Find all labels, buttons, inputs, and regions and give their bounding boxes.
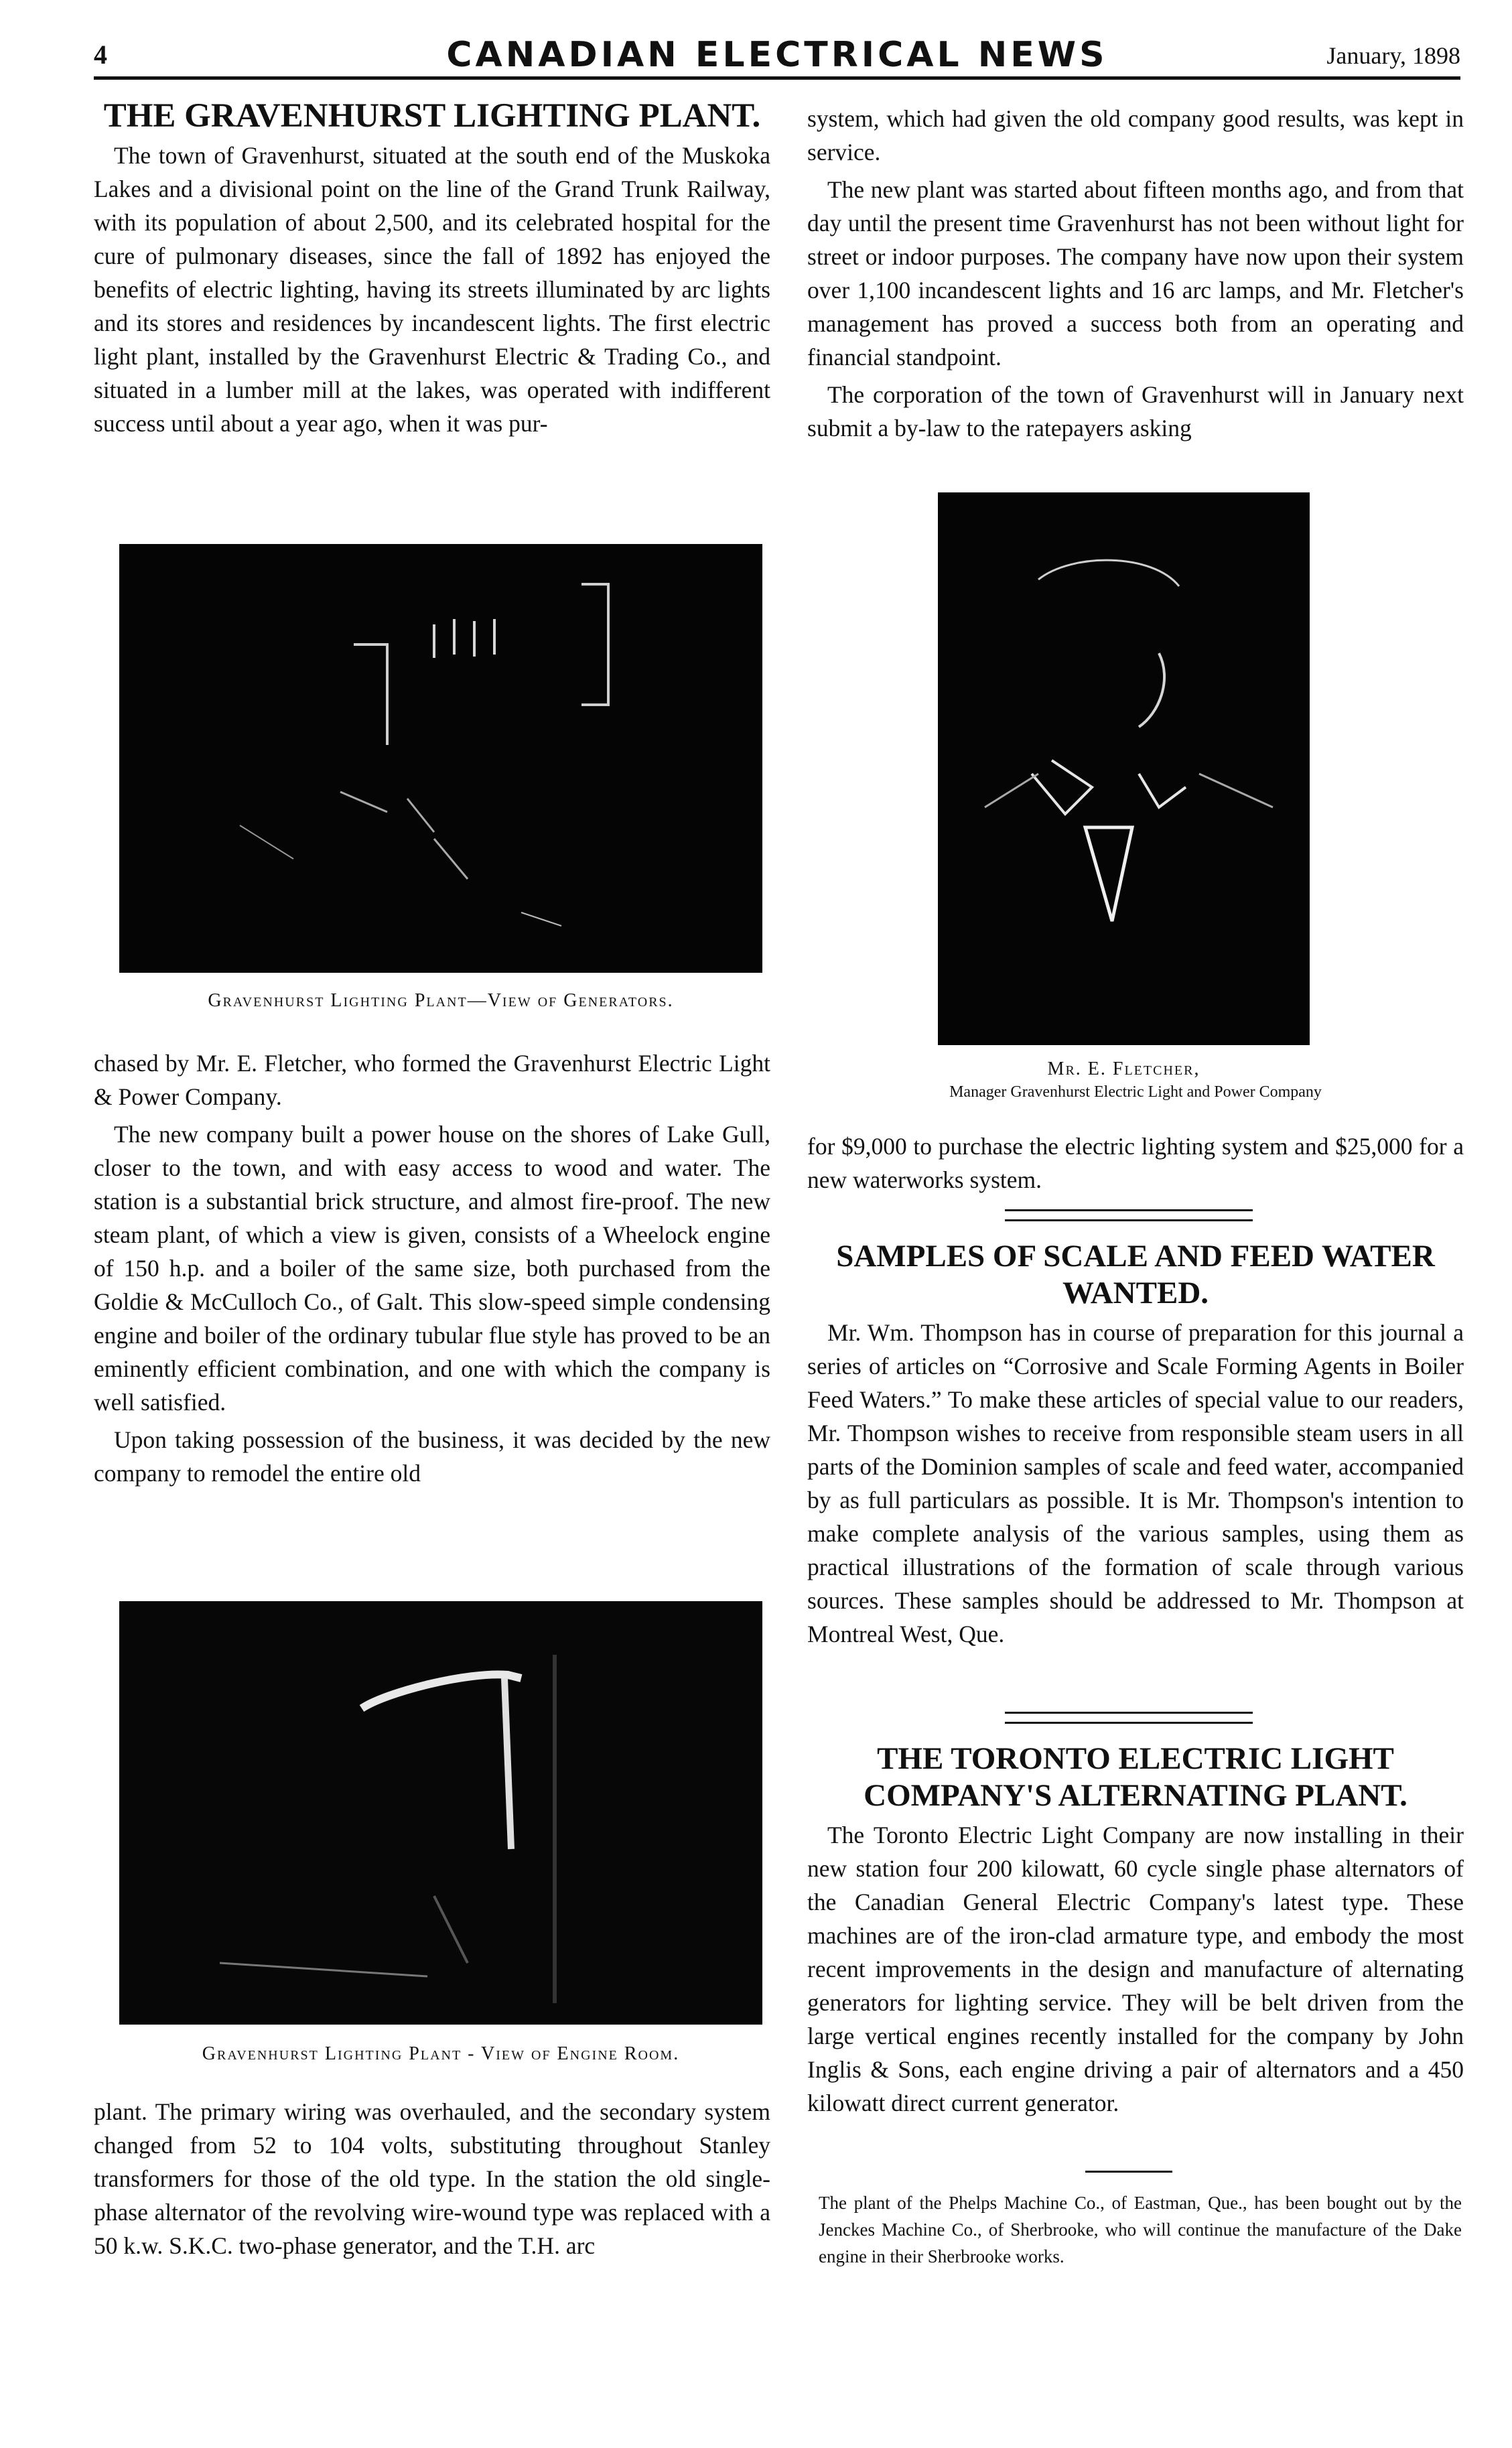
left-column-top (94, 98, 770, 444)
issue-date: January, 1898 (1326, 42, 1460, 69)
paragraph: chased by Mr. E. Fletcher, who formed the Gravenhurst Electric Light & Power Company. (94, 1050, 770, 1110)
article-heading-samples: SAMPLES OF SCALE AND FEED WATER WANTED. (836, 1239, 1435, 1310)
right-column-top (807, 102, 1464, 449)
article-toronto (807, 1741, 1464, 2124)
news-note-phelps (819, 2189, 1462, 2270)
engine-room-illustration (119, 1601, 762, 2025)
fletcher-portrait-illustration (938, 492, 1310, 1045)
photo-generators (119, 544, 762, 973)
page-number: 4 (94, 40, 107, 70)
portrait-fletcher (938, 492, 1310, 1045)
portrait-subcaption: Manager Gravenhurst Electric Light and Power Company (949, 1083, 1322, 1101)
portrait-caption: Mr. E. Fletcher, (1047, 1059, 1200, 1079)
photo-generators-caption: Gravenhurst Lighting Plant—View of Generators. (208, 990, 674, 1011)
paragraph: The new company built a power house on the shores of Lake Gull, closer to the town, and with easy access to wood and water. The station is a substantial brick structure, and almost fire-proof. The new steam plant, of which a view is given, consists of a Wheelock engine of 150 h.p. and a boiler of the same size, both purchased from the Goldie & McCulloch Co., of Galt. This slow-speed simple condensing engine and boiler of the ordinary tubular flue style has proved to be an eminently efficient combination, and one with which the company is well satisfied. (94, 1121, 770, 1416)
paragraph: Upon taking possession of the business, it was decided by the new company to remodel the entire old (94, 1426, 770, 1487)
journal-title: CANADIAN ELECTRICAL NEWS (446, 35, 1108, 75)
paragraph: The town of Gravenhurst, situated at the south end of the Muskoka Lakes and a divisional point on the line of the Grand Trunk Railway, with its population of about 2,500, and its celebrated hospital for the cure of pulmonary diseases, since the fall of 1892 has enjoyed the benefits of electric lighting, having its streets illuminated by arc lights and its stores and residences by incandescent lights. The first electric light plant, installed by the Gravenhurst Electric & Trading Co., and situated in a lumber mill at the lakes, was operated with indifferent success until about a year ago, when it was pur- (94, 142, 770, 437)
article-heading-gravenhurst: THE GRAVENHURST LIGHTING PLANT. (103, 97, 761, 135)
section-divider (1005, 1209, 1253, 1221)
masthead (94, 35, 1460, 80)
left-column-middle (94, 1046, 770, 1494)
note-text: The plant of the Phelps Machine Co., of Eastman, Que., has been bought out by the Jenckes Machine Co., of Sherbrooke, who will continue the manufacture of the Dake engine in their Sherbrooke works. (819, 2193, 1462, 2266)
paragraph: The new plant was started about fifteen months ago, and from that day until the present time Gravenhurst has not been without light for street or indoor purposes. The company have now upon their system over 1,100 incandescent lights and 16 arc lamps, and Mr. Fletcher's management has proved a success both from an operating and financial standpoint. (807, 176, 1464, 370)
generators-illustration (119, 544, 762, 973)
paragraph: for $9,000 to purchase the electric lighting system and $25,000 for a new waterworks system. (807, 1133, 1464, 1193)
paragraph: system, which had given the old company good results, was kept in service. (807, 105, 1464, 165)
photo-engine-room-caption: Gravenhurst Lighting Plant - View of Engine Room. (202, 2043, 680, 2064)
paragraph: plant. The primary wiring was overhauled, and the secondary system changed from 52 to 104 volts, substituting throughout Stanley transformers for those of the old type. In the station the old single-phase alternator of the revolving wire-wound type was replaced with a 50 k.w. S.K.C. two-phase generator, and the T.H. arc (94, 2098, 770, 2259)
paragraph: Mr. Wm. Thompson has in course of preparation for this journal a series of articles on “Corrosive and Scale Forming Agents in Boiler Feed Waters.” To make these articles of special value to our readers, Mr. Thompson wishes to receive from responsible steam users in all parts of the Dominion samples of scale and feed water, accompanied by as full particulars as possible. It is Mr. Thompson's intention to make complete analysis of the various samples, using them as practical illustrations of the formation of scale through various sources. These samples should be addressed to Mr. Thompson at Montreal West, Que. (807, 1319, 1464, 1647)
left-column-bottom (94, 2095, 770, 2266)
paragraph: The Toronto Electric Light Company are now installing in their new station four 200 kilowatt, 60 cycle single phase alternators of the Canadian General Electric Company's latest type. These machines are of the iron-clad armature type, and embody the most recent improvements in the design and manufacture of alternating generators for lighting service. They will be belt driven from the large vertical engines recently installed for the company by John Inglis & Sons, each engine driving a pair of alternators and a 450 kilowatt direct current generator. (807, 1822, 1464, 2116)
article-heading-toronto: THE TORONTO ELECTRIC LIGHT COMPANY'S ALTERNATING PLANT. (864, 1741, 1407, 1813)
article-samples (807, 1238, 1464, 1655)
right-column-continuation (807, 1130, 1464, 1201)
photo-engine-room (119, 1601, 762, 2025)
paragraph: The corporation of the town of Gravenhurst will in January next submit a by-law to the ratepayers asking (807, 381, 1464, 441)
short-rule (1085, 2171, 1172, 2173)
section-divider (1005, 1712, 1253, 1724)
